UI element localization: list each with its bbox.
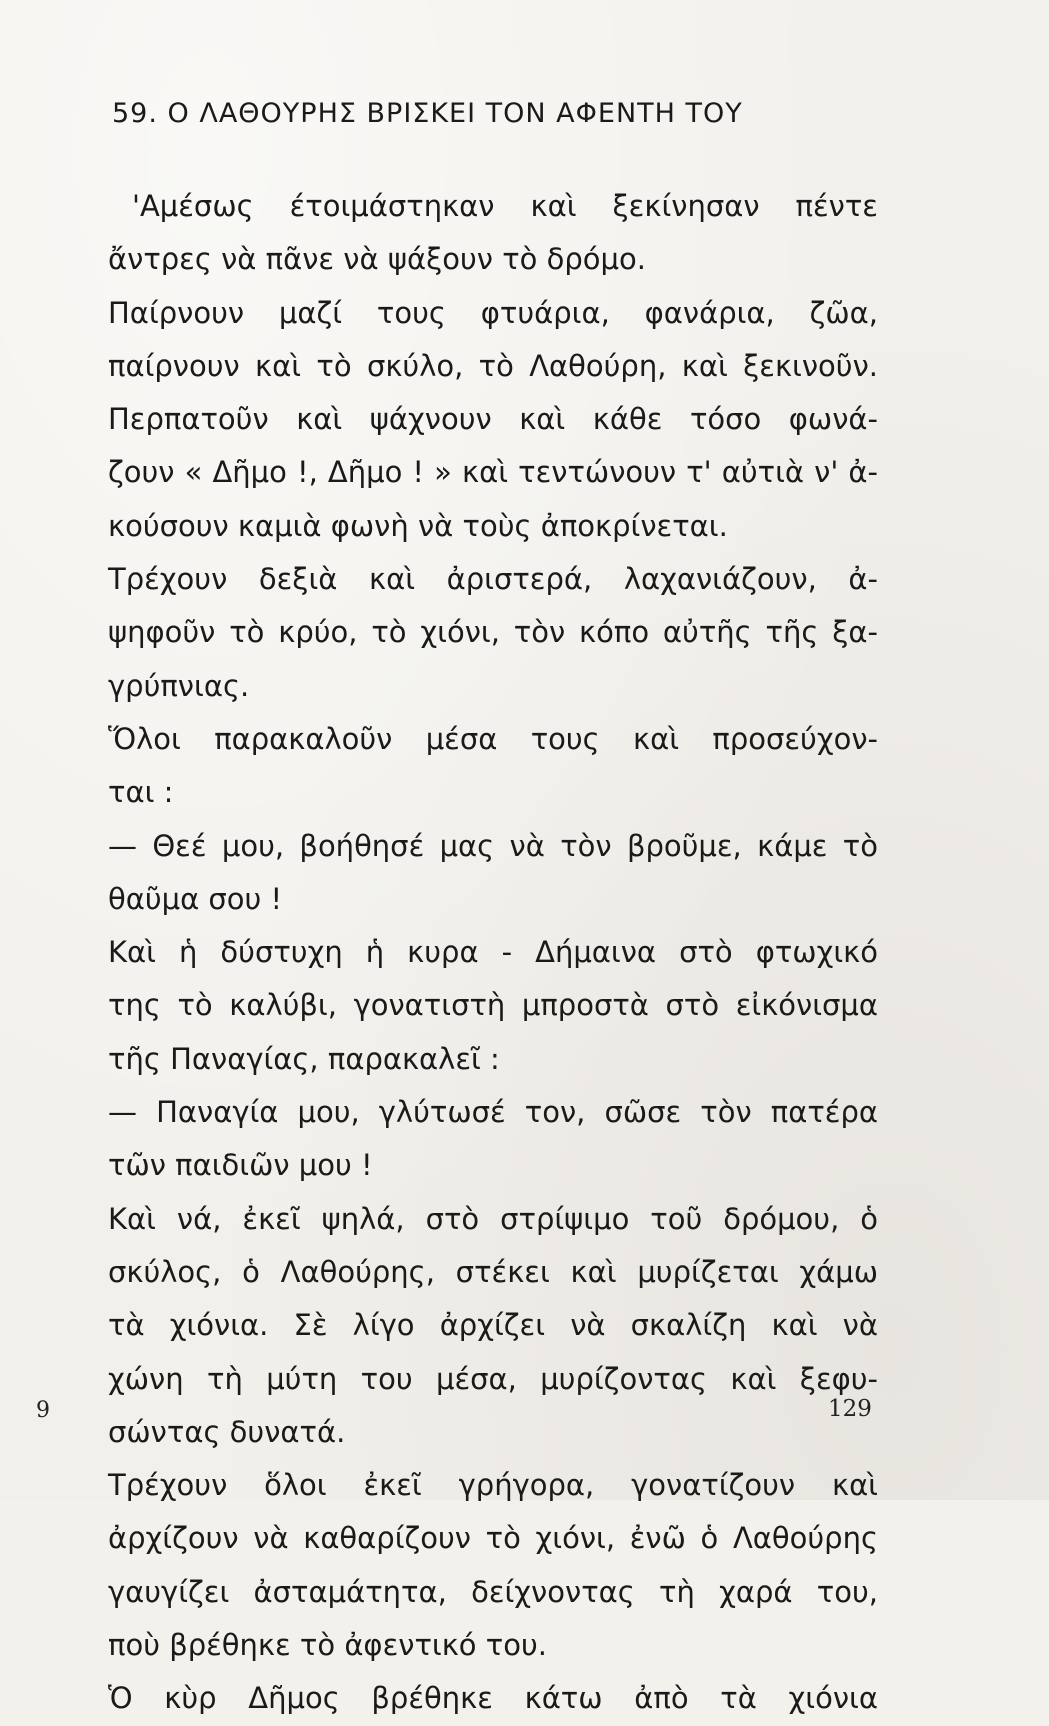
text-line: 'Αμέσως έτοιμάστηκαν καὶ ξεκίνησαν πέντε xyxy=(132,189,878,223)
text-line: — Παναγία μου, γλύτωσέ τον, σῶσε τὸν πατέρα xyxy=(108,1095,878,1130)
text-line: τῶν παιδιῶν μου ! xyxy=(108,1148,373,1183)
text-line: ποὺ βρέθηκε τὸ ἀφεντικό του. xyxy=(108,1628,547,1663)
body-text xyxy=(108,180,878,1726)
page-number: 129 xyxy=(828,1396,872,1422)
text-line: θαῦμα σου ! xyxy=(108,881,283,916)
text-line: Τρέχουν ὅλοι ἐκεῖ γρήγορα, γονατίζουν καὶ xyxy=(108,1468,878,1503)
text-line: ζουν « Δῆμο !, Δῆμο ! » καὶ τεντώνουν τ' αὐτιὰ ν' ἀ- xyxy=(108,455,878,490)
text-line: τὰ χιόνια. Σὲ λίγο ἀρχίζει νὰ σκαλίζη καὶ νὰ xyxy=(108,1308,878,1343)
text-line: χώνη τὴ μύτη του μέσα, μυρίζοντας καὶ ξεφυ- xyxy=(108,1361,878,1396)
text-line: Παίρνουν μαζί τους φτυάρια, φανάρια, ζῶα, xyxy=(108,295,878,330)
text-line: τῆς Παναγίας, παρακαλεῖ : xyxy=(108,1041,500,1076)
chapter-title: 59. Ο ΛΑΘΟΥΡΗΣ ΒΡΙΣΚΕΙ ΤΟΝ ΑΦΕΝΤΗ ΤΟΥ xyxy=(112,98,743,129)
text-line: Καὶ ἡ δύστυχη ἡ κυρα - Δήμαινα στὸ φτωχικό xyxy=(108,935,878,970)
text-line: ται : xyxy=(108,775,174,810)
signature-mark: 9 xyxy=(36,1398,50,1423)
text-line: ἄντρες νὰ πᾶνε νὰ ψάξουν τὸ δρόμο. xyxy=(108,242,646,277)
text-line: γρύπνιας. xyxy=(108,668,250,703)
text-line: παίρνουν καὶ τὸ σκύλο, τὸ Λαθούρη, καὶ ξεκινοῦν. xyxy=(108,348,878,383)
text-line: ἀρχίζουν νὰ καθαρίζουν τὸ χιόνι, ἐνῶ ὁ Λαθούρης xyxy=(108,1521,878,1556)
text-line: κούσουν καμιὰ φωνὴ νὰ τοὺς ἀποκρίνεται. xyxy=(108,508,728,543)
text-line: γαυγίζει ἀσταμάτητα, δείχνοντας τὴ χαρά του, xyxy=(108,1574,878,1609)
text-line: Τρέχουν δεξιὰ καὶ ἀριστερά, λαχανιάζουν, ἀ- xyxy=(108,562,878,597)
text-line: Περπατοῦν καὶ ψάχνουν καὶ κάθε τόσο φωνά- xyxy=(108,402,878,437)
text-line: σώντας δυνατά. xyxy=(108,1414,346,1449)
text-line: Ὅλοι παρακαλοῦν μέσα τους καὶ προσεύχον- xyxy=(108,721,878,756)
text-line: Καὶ νά, ἐκεῖ ψηλά, στὸ στρίψιμο τοῦ δρόμου, ὁ xyxy=(108,1201,878,1236)
text-line: σκύλος, ὁ Λαθούρης, στέκει καὶ μυρίζεται χάμω xyxy=(108,1254,878,1289)
text-line: της τὸ καλύβι, γονατιστὴ μπροστὰ στὸ εἰκόνισμα xyxy=(108,988,878,1023)
text-line: Ὁ κὺρ Δῆμος βρέθηκε κάτω ἀπὸ τὰ χιόνια xyxy=(108,1681,878,1716)
text-line: — Θεέ μου, βοήθησέ μας νὰ τὸν βροῦμε, κάμε τὸ xyxy=(108,828,878,863)
text-line: ψηφοῦν τὸ κρύο, τὸ χιόνι, τὸν κόπο αὐτῆς τῆς ξα- xyxy=(108,615,878,650)
